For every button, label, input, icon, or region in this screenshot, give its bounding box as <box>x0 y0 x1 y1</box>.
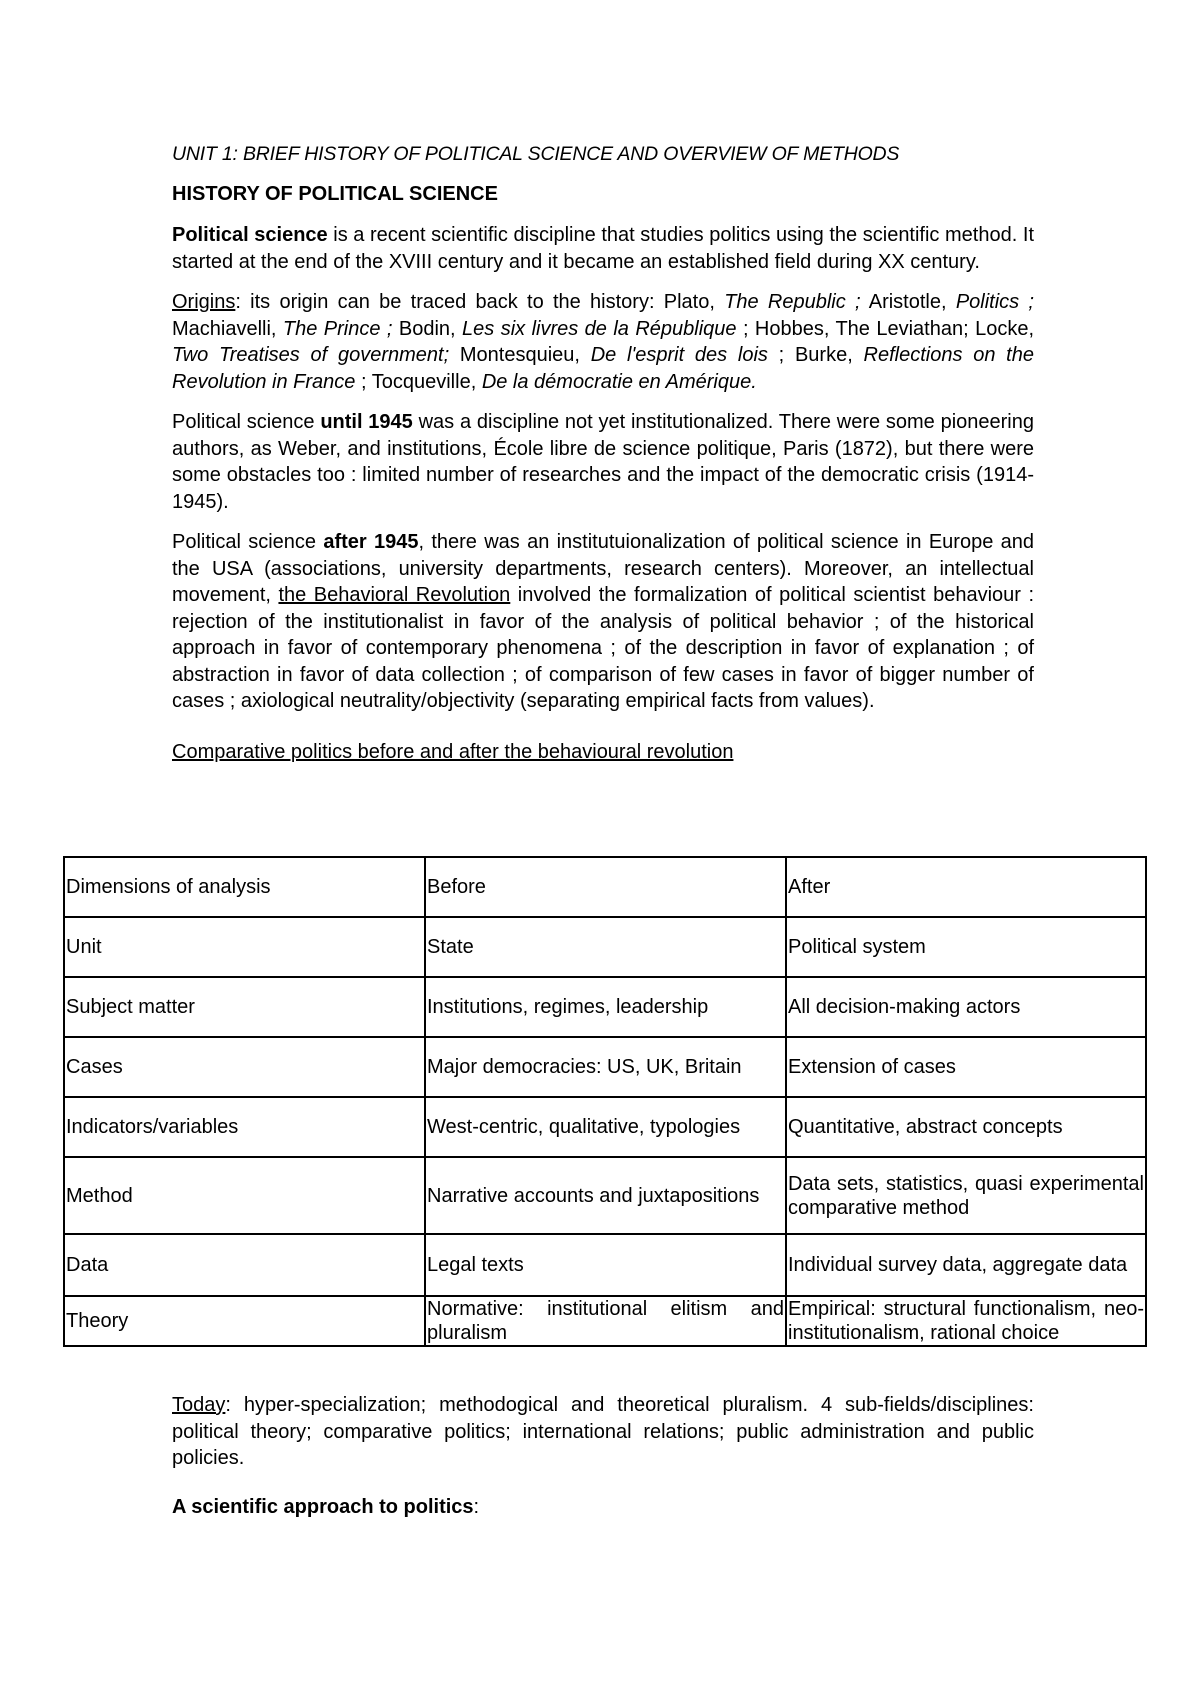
after-1945-paragraph <box>172 529 1034 715</box>
comparison-table <box>63 856 1147 1347</box>
table-cell: Data <box>64 1234 425 1296</box>
table-cell: Cases <box>64 1037 425 1097</box>
table-cell: Unit <box>64 917 425 977</box>
after-1945-bold: after 1945 <box>323 531 419 553</box>
after-1945-pre: Political science <box>172 531 324 553</box>
origins-text: ; Burke, <box>767 344 864 366</box>
behavioral-revolution-term: the Behavioral Revolution <box>278 584 511 606</box>
work-title: The Republic ; <box>724 291 861 313</box>
origins-paragraph <box>172 289 1034 395</box>
table-caption: Comparative politics before and after the behavioural revolution <box>172 740 734 763</box>
origins-label: Origins <box>172 291 236 313</box>
table-cell: Subject matter <box>64 977 425 1037</box>
table-cell: Method <box>64 1157 425 1234</box>
table-header-cell: Dimensions of analysis <box>64 857 425 917</box>
origins-text: ; Tocqueville, <box>355 370 482 393</box>
scientific-approach-bold: A scientific approach to politics <box>172 1495 474 1518</box>
until-1945-paragraph <box>172 409 1034 515</box>
table-cell: All decision-making actors <box>786 977 1146 1037</box>
work-title: The Prince ; <box>282 317 393 340</box>
table-cell: Major democracies: US, UK, Britain <box>425 1037 786 1097</box>
table-row <box>64 917 1146 977</box>
table-cell: Normative: institutional elitism and pluralism <box>427 1298 784 1344</box>
work-title: Two Treatises of government; <box>172 344 450 366</box>
table-cell: Empirical: structural functionalism, neo-institutionalism, rational choice <box>788 1298 1144 1344</box>
work-title: De la démocratie en Amérique. <box>481 370 757 393</box>
after-1945-text: , there was an institutuionalization of political science in Europe and the USA (associations, university departments, research centers). Moreover, an intellectual movement, <box>172 531 1034 606</box>
document-content <box>172 140 1034 765</box>
origins-text: : its origin can be traced back to the history: Plato, <box>235 291 725 313</box>
work-title: Les six livres de la République <box>462 317 737 340</box>
until-1945-pre: Political science <box>172 411 321 433</box>
today-text: : hyper-specialization; methodogical and theoretical pluralism. 4 sub-fields/disciplines: political theory; comparative politics; international relations; public administration and public policies. <box>172 1394 1034 1469</box>
table-cell: West-centric, qualitative, typologies <box>425 1097 786 1157</box>
intro-bold-term: Political science <box>172 224 328 246</box>
table-cell: Quantitative, abstract concepts <box>786 1097 1146 1157</box>
table-cell: Institutions, regimes, leadership <box>425 977 786 1037</box>
table-cell: Legal texts <box>425 1234 786 1296</box>
table-cell: Political system <box>786 917 1146 977</box>
table-cell: Narrative accounts and juxtapositions <box>425 1157 786 1234</box>
origins-text: ; Hobbes, The Leviathan; Locke, <box>736 317 1034 340</box>
scientific-approach-colon: : <box>473 1495 480 1518</box>
work-title: Reflections on the Revolution in France <box>172 344 1034 393</box>
work-title: De l'esprit des lois <box>590 344 768 366</box>
scientific-approach-heading <box>172 1494 1034 1520</box>
table-cell: Data sets, statistics, quasi experimental comparative method <box>786 1157 1146 1234</box>
table-cell: Indicators/variables <box>64 1097 425 1157</box>
today-label: Today <box>172 1394 226 1416</box>
table-cell: Extension of cases <box>786 1037 1146 1097</box>
table-header-cell: After <box>786 857 1146 917</box>
table-row <box>64 857 1146 917</box>
after-table-content <box>172 1392 1034 1520</box>
until-1945-text: was a discipline not yet institutionalized. There were some pioneering authors, as Weber, and institutions, École libre de science politique, Paris (1872), but there were some obstacles too : limited number of researches and the impact of the democratic crisis (1914-1945). <box>172 411 1035 513</box>
table-header-cell: Before <box>425 857 786 917</box>
until-1945-bold: until 1945 <box>320 411 413 433</box>
table-row <box>64 977 1146 1037</box>
origins-text: Aristotle, <box>860 291 956 313</box>
table-row <box>64 1097 1146 1157</box>
origins-text: Montesquieu, <box>449 344 591 366</box>
section-heading: HISTORY OF POLITICAL SCIENCE <box>172 183 498 205</box>
today-paragraph <box>172 1392 1034 1472</box>
table-row <box>64 1234 1146 1296</box>
table-row <box>64 1037 1146 1097</box>
table-row <box>64 1296 1146 1346</box>
work-title: Politics ; <box>955 291 1034 313</box>
table-cell: Individual survey data, aggregate data <box>786 1234 1146 1296</box>
table-cell: Theory <box>64 1296 425 1346</box>
unit-title: UNIT 1: BRIEF HISTORY OF POLITICAL SCIENCE AND OVERVIEW OF METHODS <box>172 143 900 165</box>
origins-text: Bodin, <box>392 317 463 340</box>
intro-text: is a recent scientific discipline that studies politics using the scientific method. It started at the end of the XVIII century and it became an established field during XX century. <box>172 224 1034 273</box>
after-1945-text: involved the formalization of political scientist behaviour : rejection of the institutionalist in favor of the analysis of political behavior ; of the historical approach in favor of contemporary phenomena ; of the description in favor of explanation ; of abstraction in favor of data collection ; of comparison of few cases in favor of bigger number of cases ; axiological neutrality/objectivity (separating empirical facts from values). <box>172 584 1035 712</box>
table-row <box>64 1157 1146 1234</box>
intro-paragraph <box>172 222 1034 275</box>
table-cell: State <box>425 917 786 977</box>
origins-text: Machiavelli, <box>172 317 283 340</box>
